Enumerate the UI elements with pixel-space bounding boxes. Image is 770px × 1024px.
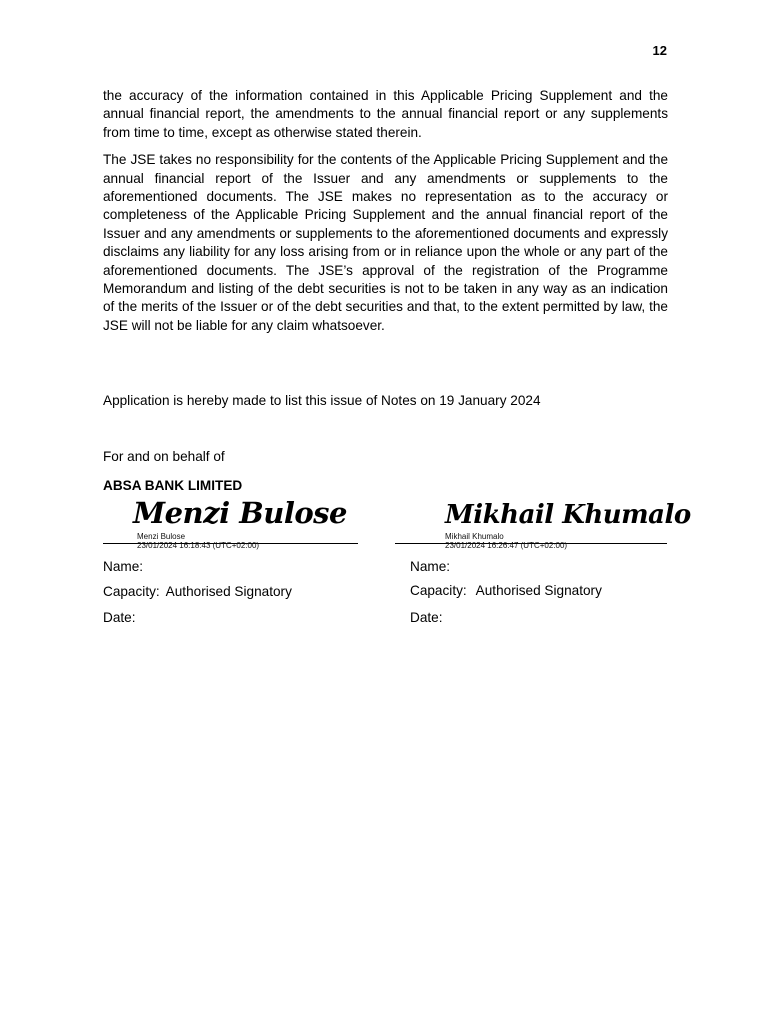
capacity-value: Authorised Signatory [165, 584, 292, 599]
stamp-date: 23/01/2024 16:18:43 (UTC+02:00) [137, 540, 260, 550]
name-label: Name: [103, 559, 144, 574]
signature-stamp [137, 533, 259, 550]
page-number: 12 [652, 43, 667, 58]
capacity-field [410, 583, 602, 598]
signature-block-left [103, 496, 358, 636]
signature-image: Menzi Bulose [133, 496, 347, 530]
date-label: Date: [410, 610, 443, 625]
stamp-name: Mikhail Khumalo [445, 532, 504, 541]
capacity-field [103, 584, 292, 599]
date-label: Date: [103, 610, 136, 625]
company-name: ABSA BANK LIMITED [103, 478, 243, 493]
stamp-name: Menzi Bulose [137, 532, 186, 541]
capacity-label: Capacity: [103, 584, 160, 599]
stamp-date: 23/01/2024 16:26:47 (UTC+02:00) [445, 540, 568, 550]
paragraph-accuracy: the accuracy of the information contained in this Applicable Pricing Supplement and the annual financial report, the amendments to the annual financial report or any supplements from time to time, except as otherwise stated therein. [103, 88, 668, 140]
name-label: Name: [410, 559, 451, 574]
body-text [103, 87, 668, 344]
signature-image: Mikhail Khumalo [445, 500, 691, 530]
on-behalf-of: For and on behalf of [103, 449, 225, 464]
capacity-label: Capacity: [410, 583, 467, 598]
capacity-value: Authorised Signatory [475, 583, 602, 598]
application-statement: Application is hereby made to list this issue of Notes on 19 January 2024 [103, 393, 541, 408]
paragraph-jse-disclaimer: The JSE takes no responsibility for the contents of the Applicable Pricing Supplement and the annual financial report of the Issuer and any amendments or supplements to the aforementioned documents. The JSE makes no representation as to the accuracy or completeness of the Applicable Pricing Supplement and the annual financial report of the Issuer and any amendments or supplements to the aforementioned documents and expressly disclaims any liability for any loss arising from or in reliance upon the whole or any part of the aforementioned documents. The JSE’s approval of the registration of the Programme Memorandum and listing of the debt securities is not to be taken in any way as an indication of the merits of the Issuer or of the debt securities and that, to the extent permitted by law, the JSE will not be liable for any claim whatsoever. [103, 152, 668, 333]
signature-block-right [395, 496, 691, 636]
signature-stamp [445, 533, 567, 550]
